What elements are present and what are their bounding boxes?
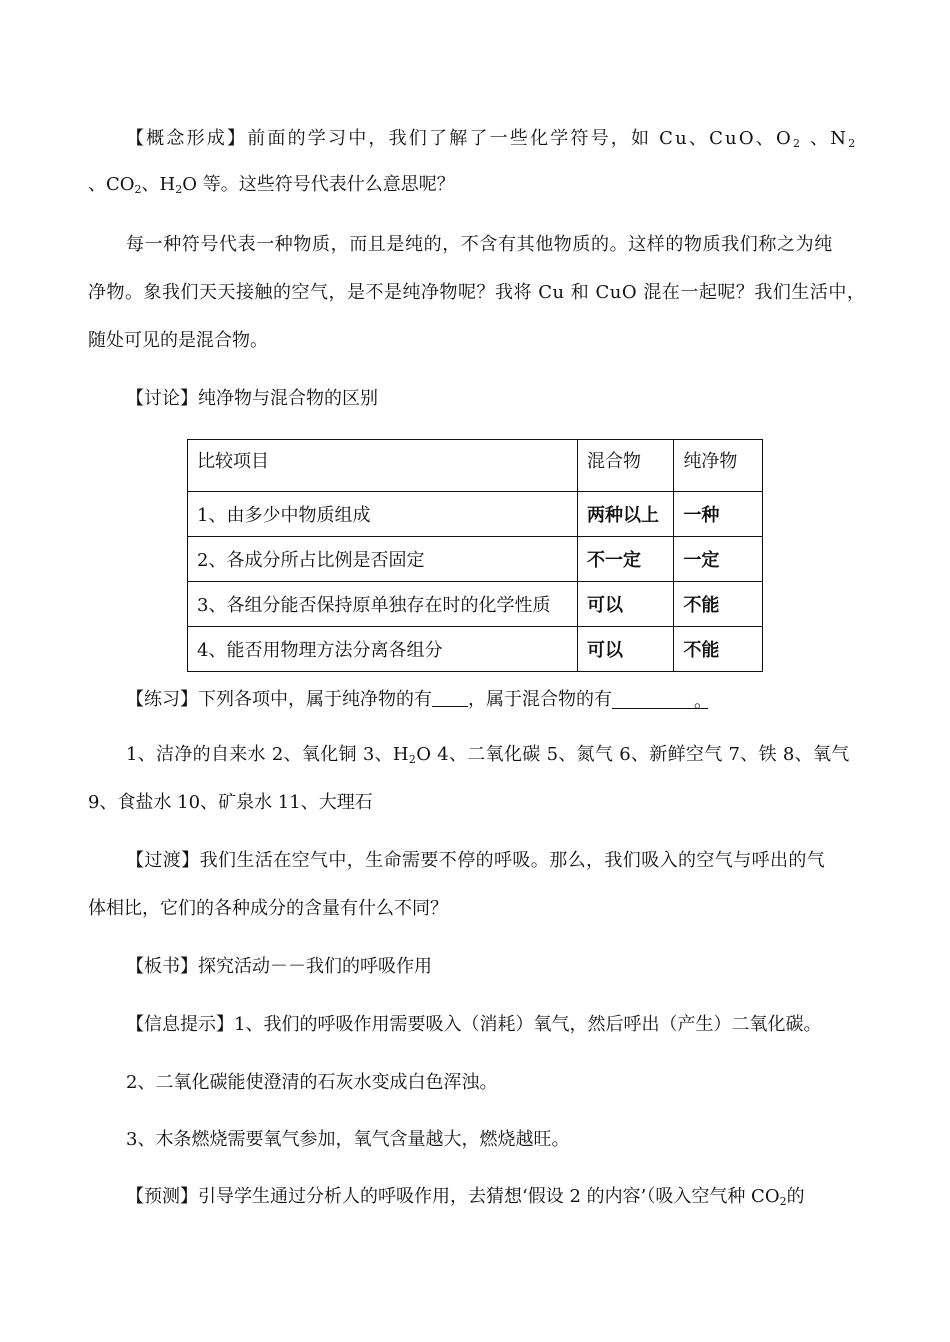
row-pure: 一定	[674, 537, 763, 582]
row-pure: 不能	[674, 627, 763, 672]
board-heading: 【板书】探究活动－－我们的呼吸作用	[126, 956, 432, 977]
info-line3: 3、木条燃烧需要氧气参加，氧气含量越大，燃烧越旺。	[126, 1129, 570, 1150]
exercise-question: 【练习】下列各项中，属于纯净物的有 ，属于混合物的有 。	[126, 689, 712, 712]
header-item: 比较项目	[188, 440, 578, 492]
transition-line2: 体相比，它们的各种成分的含量有什么不同？	[88, 898, 448, 919]
table-row	[188, 537, 763, 582]
comparison-table	[187, 439, 763, 672]
discussion-heading: 【讨论】纯净物与混合物的区别	[126, 388, 378, 409]
row-mixture: 可以	[577, 627, 673, 672]
concept-tag: 【概念形成】	[126, 128, 248, 149]
row-item: 2、各成分所占比例是否固定	[188, 537, 578, 582]
info-line2: 2、二氧化碳能使澄清的石灰水变成白色浑浊。	[126, 1072, 498, 1093]
pure-substance-paragraph-line1: 每一种符号代表一种物质，而且是纯的，不含有其他物质的。这样的物质我们称之为纯	[126, 234, 833, 255]
row-pure: 不能	[674, 582, 763, 627]
header-pure: 纯净物	[674, 440, 763, 492]
row-pure: 一种	[674, 492, 763, 537]
info-tag: 【信息提示】	[126, 1014, 234, 1035]
row-mixture: 两种以上	[577, 492, 673, 537]
transition-line1: 【过渡】我们生活在空气中，生命需要不停的呼吸。那么，我们吸入的空气与呼出的气	[126, 850, 826, 871]
discussion-tag: 【讨论】	[126, 388, 198, 409]
row-mixture: 不一定	[577, 537, 673, 582]
table-header-row	[188, 440, 763, 492]
exercise-items-line1: 1、洁净的自来水 2、氧化铜 3、$H_2O$ 4、二氧化碳 5、氮气 6、新鲜空气 7、铁 8、氧气	[126, 744, 850, 766]
exercise-tag: 【练习】	[126, 689, 198, 710]
row-item: 1、由多少中物质组成	[188, 492, 578, 537]
concept-paragraph-line1: 【概念形成】前面的学习中，我们了解了一些化学符号，如 Cu、CuO、$O_2$ 、$N_2$	[126, 128, 858, 150]
pure-answer-blank	[432, 688, 468, 707]
row-item: 3、各组分能否保持原单独存在时的化学性质	[188, 582, 578, 627]
pure-substance-paragraph-line3: 随处可见的是混合物。	[88, 330, 268, 351]
table-row	[188, 492, 763, 537]
pure-substance-paragraph-line2: 净物。象我们天天接触的空气，是不是纯净物呢？我将 Cu 和 CuO 混在一起呢？我们生活中，	[88, 282, 866, 303]
table-row	[188, 582, 763, 627]
mixture-answer-blank: 。	[612, 690, 708, 709]
board-tag: 【板书】	[126, 956, 198, 977]
prediction-line: 【预测】引导学生通过分析人的呼吸作用，去猜想‘假设 2 的内容’（吸入空气种 $CO_2$的	[126, 1186, 805, 1208]
prediction-tag: 【预测】	[126, 1186, 198, 1207]
exercise-items-line2: 9、食盐水 10、矿泉水 11、大理石	[88, 792, 373, 813]
header-mixture: 混合物	[577, 440, 673, 492]
concept-paragraph-line2: 、$CO_2$、$H_2O$ 等。这些符号代表什么意思呢？	[88, 174, 455, 196]
table-row	[188, 627, 763, 672]
row-item: 4、能否用物理方法分离各组分	[188, 627, 578, 672]
transition-tag: 【过渡】	[126, 850, 200, 871]
row-mixture: 可以	[577, 582, 673, 627]
info-line1: 【信息提示】1、我们的呼吸作用需要吸入（消耗）氧气，然后呼出（产生）二氧化碳。	[126, 1014, 822, 1035]
